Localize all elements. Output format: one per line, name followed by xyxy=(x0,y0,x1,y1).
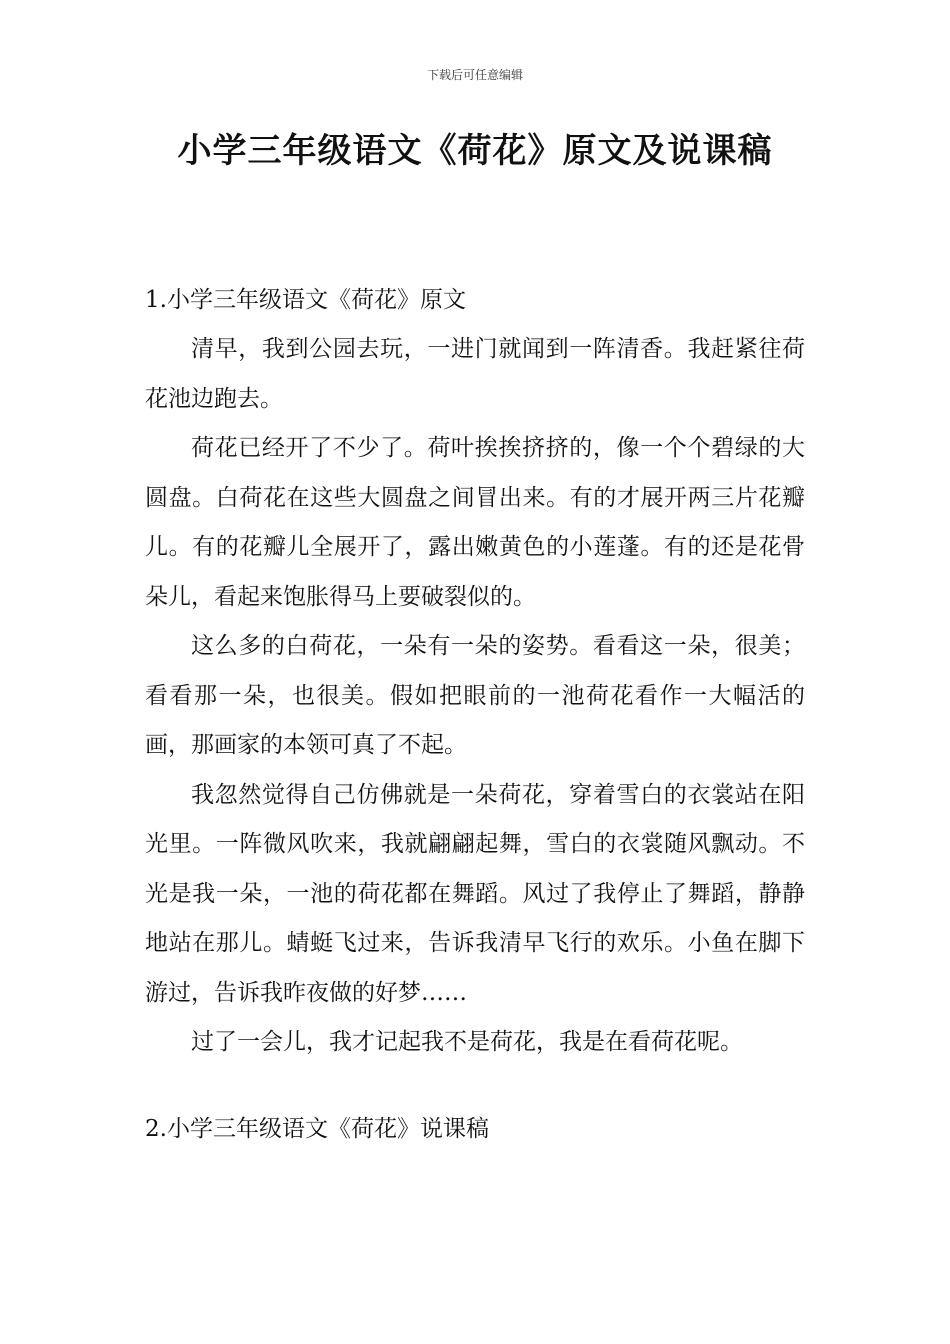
document-title: 小学三年级语文《荷花》原文及说课稿 xyxy=(177,131,773,171)
section-heading-original-text: 1.小学三年级语文《荷花》原文 xyxy=(145,287,466,313)
paragraph: 我忽然觉得自己仿佛就是一朵荷花，穿着雪白的衣裳站在阳光里。一阵微风吹来，我就翩翩起舞，雪白的衣裳随风飘动。不光是我一朵，一池的荷花都在舞蹈。风过了我停止了舞蹈，静静地站在那儿。蜻蜓飞过来，告诉我清早飞行的欢乐。小鱼在脚下游过，告诉我昨夜做的好梦…… xyxy=(145,781,805,1006)
paragraph: 荷花已经开了不少了。荷叶挨挨挤挤的，像一个个碧绿的大圆盘。白荷花在这些大圆盘之间冒出来。有的才展开两三片花瓣儿。有的花瓣儿全展开了，露出嫩黄色的小莲蓬。有的还是花骨朵儿，看起来饱胀得马上要破裂似的。 xyxy=(145,435,805,610)
header-note: 下载后可任意编辑 xyxy=(426,68,523,82)
paragraph: 这么多的白荷花，一朵有一朵的姿势。看看这一朵，很美；看看那一朵，也很美。假如把眼前的一池荷花看作一大幅活的画，那画家的本领可真了不起。 xyxy=(145,633,805,758)
paragraph: 过了一会儿，我才记起我不是荷花，我是在看荷花呢。 xyxy=(191,1029,743,1055)
document-body xyxy=(145,275,805,1154)
paragraph: 清早，我到公园去玩，一进门就闻到一阵清香。我赶紧往荷花池边跑去。 xyxy=(145,336,805,412)
section-heading-lesson-plan: 2.小学三年级语文《荷花》说课稿 xyxy=(145,1115,489,1142)
section-spacer xyxy=(145,1068,805,1104)
